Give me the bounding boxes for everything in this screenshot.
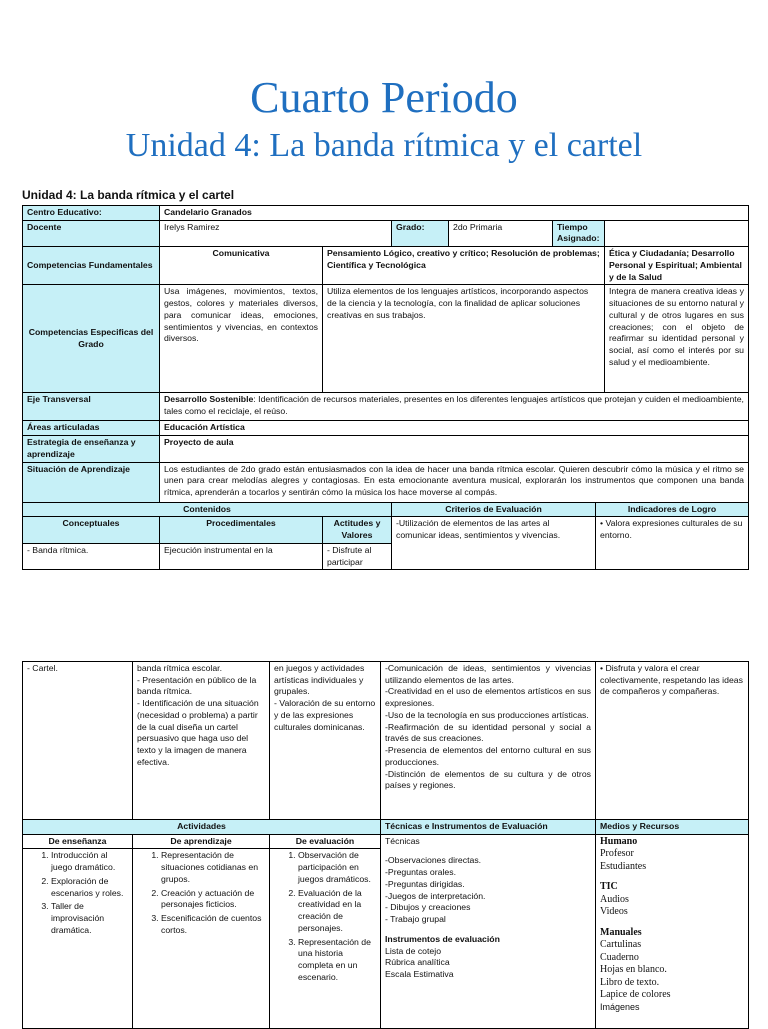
recurso-item: Estudiantes [600, 860, 647, 872]
evaluacion-item: 1. Observación de participación en juegos dramáticos. [298, 850, 376, 885]
procedimental-2: banda rítmica escolar. - Presentación en público de la banda rítmica. - Identificación de una situación (necesidad o problema) a partir de la cual diseña un cartel persuasivo que haga uso del texto y la imagen de manera efectiva. [133, 662, 270, 820]
manuales-label: Manuales [600, 926, 642, 938]
instrumento-item: Escala Estimativa [385, 969, 454, 980]
eje-value [160, 393, 749, 421]
aprendizaje-item: 2. Creación y actuación de personajes ficticios. [161, 888, 265, 911]
page-title: Cuarto Periodo [250, 73, 518, 122]
tecnicas-cell [381, 834, 596, 1029]
criterio-2: -Comunicación de ideas, sentimientos y vivencias utilizando elementos de las artes. -Creatividad en el uso de elementos artísticos en sus expresiones. -Uso de la tecnología en sus producciones artísticas. -Reafirmación de su identidad personal y social a través de sus creaciones. -Presencia de elementos del entorno cultural en sus producciones. -Distinción de elementos de su cultura y de otros países y regiones. [381, 662, 596, 820]
estrategia-label: Estrategia de enseñanza y aprendizaje [23, 436, 160, 462]
aprendizaje-item: 3. Escenificación de cuentos cortos. [161, 913, 265, 936]
tiempo-value [605, 220, 749, 246]
ensenanza-header: De enseñanza [23, 834, 133, 849]
recurso-item: Cuaderno [600, 951, 639, 963]
competencias-especificas-label: Competencias Especificas del Grado [23, 285, 160, 393]
tecnica-item: -Observaciones directas. [385, 855, 482, 866]
competencia-etica: Ética y Ciudadanía; Desarrollo Personal y Espiritual; Ambiental y de la Salud [605, 247, 749, 285]
aprendizaje-item: 1. Representación de situaciones cotidianas en grupos. [161, 850, 265, 885]
indicador-2: • Disfruta y valora el crear colectivamente, respetando las ideas de compañeros y compañeras. [596, 662, 749, 820]
competencia-comunicativa: Comunicativa [160, 247, 323, 285]
competencias-fundamentales-label: Competencias Fundamentales [23, 247, 160, 285]
indicadores-header: Indicadores de Logro [596, 502, 749, 517]
centro-value: Candelario Granados [160, 206, 749, 221]
planning-table-top [22, 205, 749, 570]
tic-label: TIC [600, 881, 618, 893]
evaluacion-item: 2. Evaluación de la creatividad en la creación de personajes. [298, 888, 376, 935]
recurso-item: Imágenes [600, 1001, 640, 1012]
instrumento-item: Rúbrica analítica [385, 957, 450, 968]
evaluacion-list [274, 850, 376, 983]
actitud-1: - Disfrute al participar [323, 543, 392, 569]
instrumento-item: Lista de cotejo [385, 945, 442, 956]
actitudes-header: Actitudes y Valores [323, 517, 392, 543]
situacion-label: Situación de Aprendizaje [23, 462, 160, 502]
contenidos-header: Contenidos [23, 502, 392, 517]
tecnicas-header: Técnicas e Instrumentos de Evaluación [381, 820, 596, 835]
conceptuales-header: Conceptuales [23, 517, 160, 543]
recurso-item: Profesor [600, 848, 634, 860]
planning-table-bottom [22, 661, 749, 1029]
competencia-especifica-2: Utiliza elementos de los lenguajes artísticos, incorporando aspectos de la ciencia y la tecnología, con la finalidad de aplicar soluciones creativas en sus trabajos. [323, 285, 605, 393]
ensenanza-cell [23, 849, 133, 1029]
unit-heading: Unidad 4: La banda rítmica y el cartel [22, 188, 235, 202]
indicador-1: • Valora expresiones culturales de su entorno. [596, 517, 749, 570]
tecnica-item: -Preguntas dirigidas. [385, 878, 465, 889]
ensenanza-item: 3. Taller de improvisación dramática. [51, 901, 128, 936]
evaluacion-cell [270, 849, 381, 1029]
estrategia-value: Proyecto de aula [160, 436, 749, 462]
humano-label: Humano [600, 835, 638, 847]
recurso-item: Hojas en blanco. [600, 964, 667, 976]
criterio-1: -Utilización de elementos de las artes al comunicar ideas, sentimientos y vivencias. [392, 517, 596, 570]
tecnicas-label: Técnicas [385, 835, 420, 846]
conceptual-1: - Banda rítmica. [23, 543, 160, 569]
grado-label: Grado: [392, 220, 449, 246]
grado-value: 2do Primaria [449, 220, 553, 246]
eje-bold: Desarrollo Sostenible [164, 394, 254, 405]
recurso-item: Cartulinas [600, 939, 642, 951]
areas-label: Áreas articuladas [23, 421, 160, 436]
areas-value: Educación Artística [160, 421, 749, 436]
docente-label: Docente [23, 220, 160, 246]
aprendizaje-cell [133, 849, 270, 1029]
aprendizaje-list [137, 850, 265, 936]
page-subtitle: Unidad 4: La banda rítmica y el cartel [125, 127, 643, 164]
eje-label: Eje Transversal [23, 393, 160, 421]
competencia-pensamiento: Pensamiento Lógico, creativo y crítico; Resolución de problemas; Científica y Tecnológica [323, 247, 605, 285]
ensenanza-item: 2. Exploración de escenarios y roles. [51, 876, 128, 899]
evaluacion-item: 3. Representación de una historia completa en un escenario. [298, 937, 376, 984]
conceptual-2: - Cartel. [23, 662, 133, 820]
tecnica-item: - Dibujos y creaciones [385, 902, 471, 913]
evaluacion-header: De evaluación [270, 834, 381, 849]
aprendizaje-header: De aprendizaje [133, 834, 270, 849]
tiempo-label: Tiempo Asignado: [553, 220, 605, 246]
medios-cell [596, 834, 749, 1029]
eje-text: : Identificación de recursos materiales, presentes en los diferentes lenguajes artísticos que protejan y cuiden el medioambiente, tales como el reciclaje, el reúso. [164, 394, 744, 417]
actividades-header: Actividades [23, 820, 381, 835]
recurso-item: Lapice de colores [600, 989, 671, 1001]
recurso-item: Libro de texto. [600, 976, 660, 988]
tecnica-item: -Juegos de interpretación. [385, 890, 486, 901]
tecnica-item: -Preguntas orales. [385, 867, 456, 878]
recurso-item: Videos [600, 906, 628, 918]
recurso-item: Audios [600, 893, 629, 905]
situacion-value: Los estudiantes de 2do grado están entusiasmados con la idea de hacer una banda rítmica escolar. Quieren descubrir cómo la música y el ritmo se unen para crear melodías alegres y contagiosas. En esta emocionante aventura musical, explorarán los instrumentos que componen una banda rítmica, aprenderán a tocarlos y sentirán cómo la música los hace moverse al compás. [160, 462, 749, 502]
competencia-especifica-3: Integra de manera creativa ideas y situaciones de su entorno natural y cultural y de otros lugares en sus creaciones; con el objeto de reafirmar su identidad personal y social, así como el interés por su salud y el medioambiente. [605, 285, 749, 393]
procedimentales-header: Procedimentales [160, 517, 323, 543]
actitud-2: en juegos y actividades artísticas individuales y grupales. - Valoración de su entorno y de las expresiones culturales dominicanas. [270, 662, 381, 820]
centro-label: Centro Educativo: [23, 206, 160, 221]
competencia-especifica-1: Usa imágenes, movimientos, textos, gestos, colores y materiales diversos, para comunicar ideas, emociones, sentimientos y vivencias, en contextos diversos. [160, 285, 323, 393]
criterios-header: Criterios de Evaluación [392, 502, 596, 517]
tecnica-item: - Trabajo grupal [385, 914, 446, 925]
docente-value: Irelys Ramirez [160, 220, 392, 246]
ensenanza-item: 1. Introducción al juego dramático. [51, 850, 128, 873]
medios-header: Medios y Recursos [596, 820, 749, 835]
instrumentos-label: Instrumentos de evaluación [385, 933, 500, 944]
procedimental-1: Ejecución instrumental en la [160, 543, 323, 569]
ensenanza-list [27, 850, 128, 936]
